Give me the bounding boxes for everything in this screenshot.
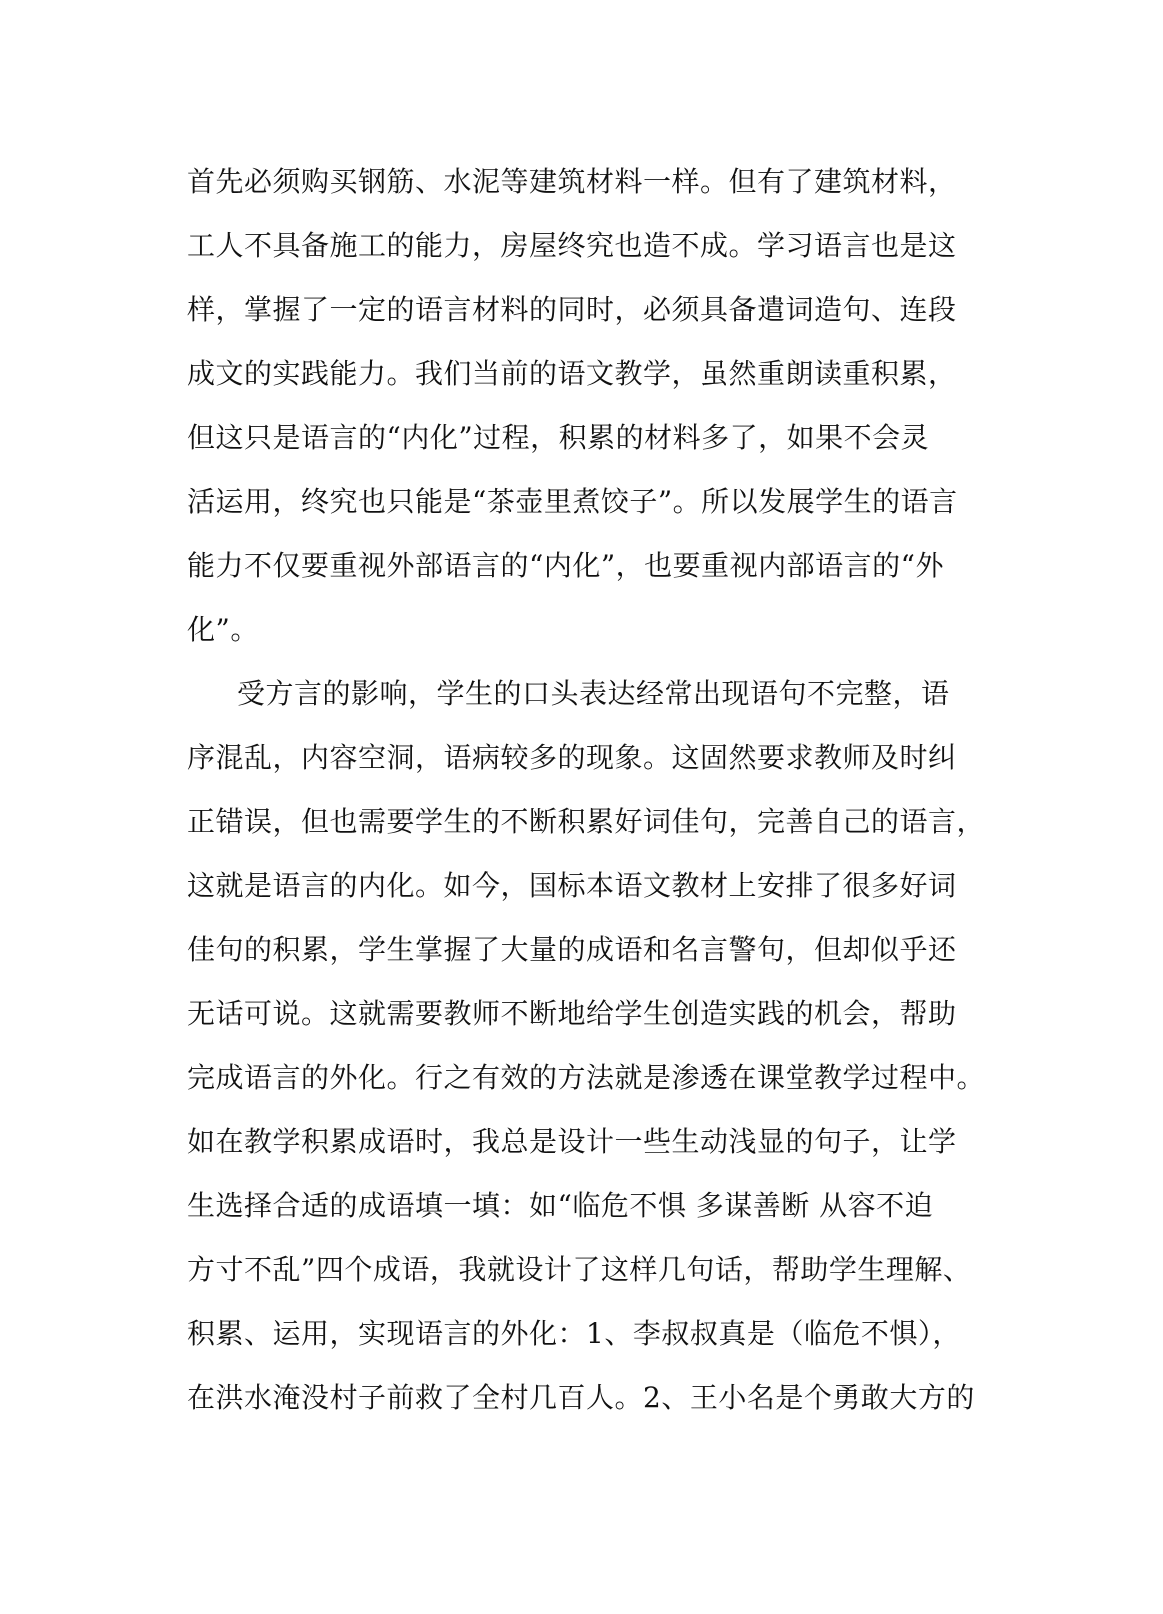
- text-line: 首先必须购买钢筋、水泥等建筑材料一样。但有了建筑材料，: [187, 165, 957, 198]
- text-line: 佳句的积累，学生掌握了大量的成语和名言警句，但却似乎还: [187, 933, 957, 966]
- text-line: 无话可说。这就需要教师不断地给学生创造实践的机会，帮助: [187, 997, 957, 1030]
- text-line: 工人不具备施工的能力，房屋终究也造不成。学习语言也是这: [187, 229, 957, 262]
- text-line: 受方言的影响，学生的口头表达经常出现语句不完整，语: [237, 677, 950, 710]
- text-line: 在洪水淹没村子前救了全村几百人。2、王小名是个勇敢大方的: [187, 1381, 975, 1414]
- text-line: 化”。: [187, 613, 259, 646]
- text-line: 这就是语言的内化。如今，国标本语文教材上安排了很多好词: [187, 869, 957, 902]
- text-line: 积累、运用，实现语言的外化：1、李叔叔真是（临危不惧），: [187, 1317, 961, 1350]
- body-text: [187, 150, 986, 1430]
- text-line: 能力不仅要重视外部语言的“内化”，也要重视内部语言的“外: [187, 549, 944, 582]
- text-line: 成文的实践能力。我们当前的语文教学，虽然重朗读重积累，: [187, 357, 957, 390]
- text-line: 生选择合适的成语填一填：如“临危不惧 多谋善断 从容不迫: [187, 1189, 934, 1222]
- paragraph-2: [187, 662, 986, 1430]
- text-line: 序混乱，内容空洞，语病较多的现象。这固然要求教师及时纠: [187, 741, 957, 774]
- paragraph-1: [187, 150, 977, 662]
- text-line: 正错误，但也需要学生的不断积累好词佳句，完善自己的语言，: [187, 805, 986, 838]
- text-line: 方寸不乱”四个成语，我就设计了这样几句话，帮助学生理解、: [187, 1253, 972, 1286]
- text-line: 样，掌握了一定的语言材料的同时，必须具备遣词造句、连段: [187, 293, 957, 326]
- text-line: 如在教学积累成语时，我总是设计一些生动浅显的句子，让学: [187, 1125, 957, 1158]
- text-line: 但这只是语言的“内化”过程，积累的材料多了，如果不会灵: [187, 421, 930, 454]
- text-line: 活运用，终究也只能是“茶壶里煮饺子”。所以发展学生的语言: [187, 485, 958, 518]
- text-line: 完成语言的外化。行之有效的方法就是渗透在课堂教学过程中。: [187, 1061, 986, 1094]
